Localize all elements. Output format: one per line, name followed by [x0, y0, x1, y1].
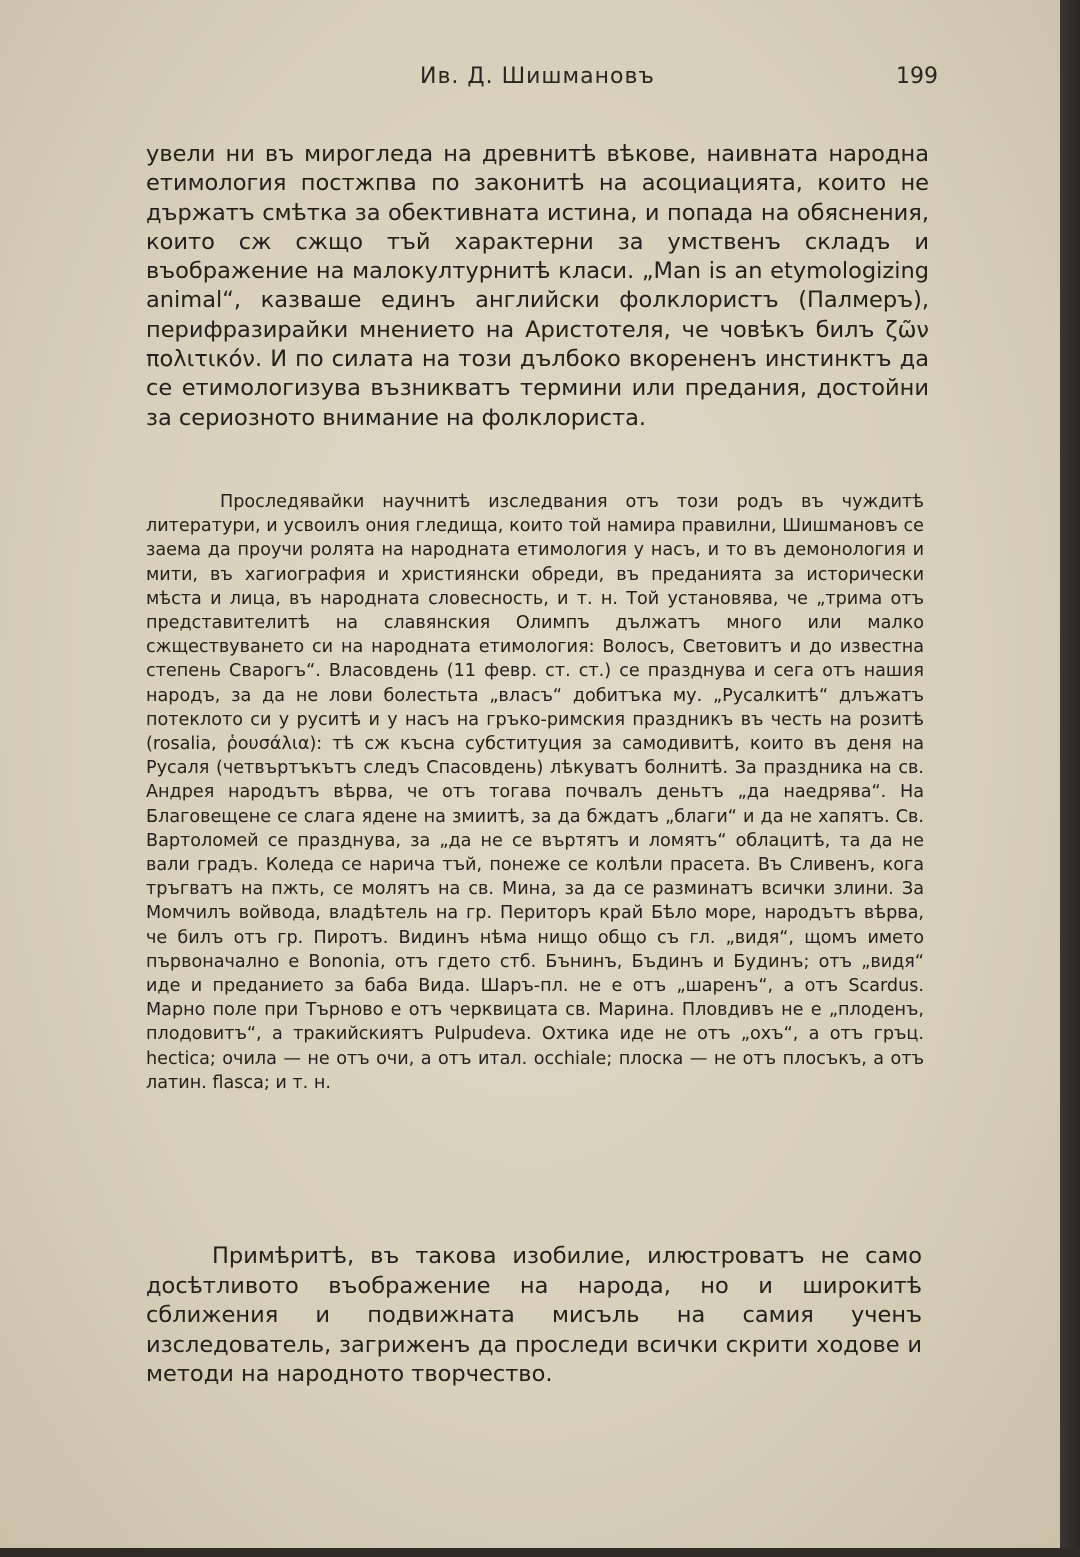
page-header [0, 62, 1060, 96]
running-head: Ив. Д. Шишмановъ [420, 64, 655, 89]
page-number: 199 [896, 64, 938, 89]
paragraph-3: Примѣритѣ, въ такова изобилие, илюстроватъ не само досѣтливото въображение на народа, но и широкитѣ сближения и подвижната мисъль на самия ученъ изследователь, загриженъ да проследи всички скрити ходове и методи на народното творчество. [146, 1243, 922, 1387]
paragraph-2-small: Проследявайки научнитѣ изследвания отъ този родъ въ чуждитѣ литератури, и усвоилъ ония гледища, които той намира правилни, Шишмановъ се заема да проучи ролята на народната етимология у насъ, и то въ демонология и мити, въ хагиография и християнски обреди, въ преданията за исторически мѣста и лица, въ народната словесность, и т. н. Той установява, че „трима отъ представителитѣ на славянския Олимпъ дължатъ много или малко сжществуването си на народната етимология: Волосъ, Световитъ и до известна степень Сварогъ“. Власовдень (11 февр. ст. ст.) се празднува и сега отъ нашия народъ, за да не лови болестьта „власъ“ добитъка му. „Русалкитѣ“ длъжатъ потеклото си у руситѣ и у насъ на гръко-римския праздникъ въ честь на розитѣ (rosalia, ῥουσάλια): тѣ сж късна субституция за самодивитѣ, които въ деня на Русаля (четвъртъкътъ следъ Спасовдень) лѣкуватъ болнитѣ. За праздника на св. Андрея народътъ вѣрва, че отъ тогава почвалъ деньтъ „да наедрява“. На Благовещене се слага ядене на змиитѣ, за да бждатъ „благи“ и да не хапятъ. Св. Вартоломей се празднува, за „да не се въртятъ и ломятъ“ облацитѣ, та да не вали градъ. Коледа се нарича тъй, понеже се колѣли прасета. Въ Сливенъ, кога тръгватъ на пжть, се молятъ на св. Мина, за да се разминатъ всички злини. За Момчилъ войвода, владѣтель на гр. Периторъ край Бѣло море, народътъ вѣрва, че билъ отъ гр. Пиротъ. Видинъ нѣма нищо общо съ гл. „видя“, щомъ името първоначално е Bononia, отъ гдето стб. Бънинъ, Бъдинъ и Будинъ; отъ „видя“ иде и преданието за баба Вида. Шаръ-пл. не е отъ „шаренъ“, а отъ Scardus. Марно поле при Търново е отъ черквицата св. Марина. Пловдивъ не е „плоденъ, плодовитъ“, а тракийскиятъ Pulpudeva. Охтика иде не отъ „охъ“, а отъ гръц. hectica; очила — не отъ очи, а отъ итал. occhiale; плоска — не отъ плосъкъ, а отъ латин. flasca; и т. н. [146, 492, 924, 1093]
paragraph-1: увели ни въ мирогледа на древнитѣ вѣкове, наивната народна етимология постжпва по законитѣ на асоциацията, които не държатъ смѣтка за обективната истина, и попада на обяснения, които сж сжщо тъй характерни за умственъ складъ и въображение на малокултурнитѣ класи. „Man is an etymologizing animal“, казваше единъ английски фолклористъ (Палмеръ), перифразирайки мнението на Аристотеля, че човѣкъ билъ ζῶν πολιτικόν. И по силата на този дълбоко вкорененъ инстинктъ да се етимологизува възникватъ термини или предания, достойни за сериозното внимание на фолклориста. [146, 141, 929, 431]
page-edge-shadow [1060, 0, 1080, 1557]
page-bottom-edge [0, 1548, 1080, 1557]
